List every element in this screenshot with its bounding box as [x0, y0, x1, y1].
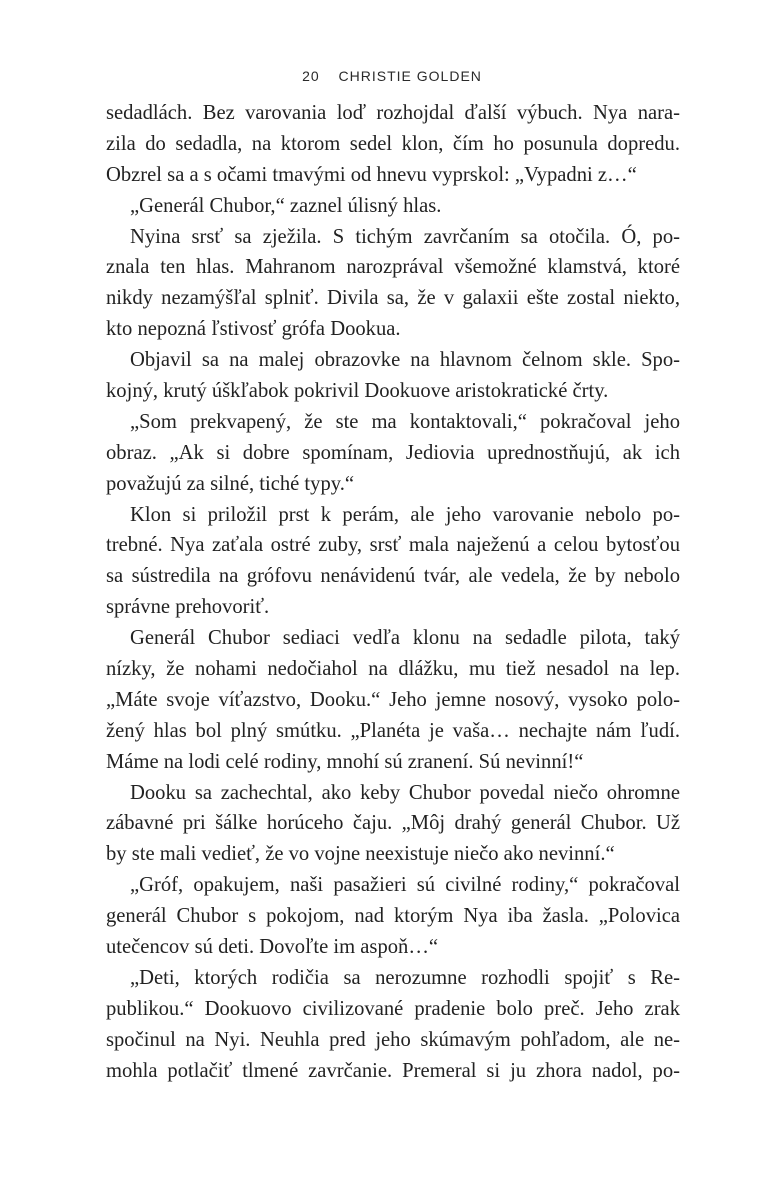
text-line: Nyina srsť sa zježila. S tichým zavrčaním sa otočila. Ó, po-	[130, 225, 680, 248]
text-line: žený hlas bol plný smútku. „Planéta je vaša… nechajte nám ľudí.	[106, 719, 680, 742]
text-line: Objavil sa na malej obrazovke na hlavnom čelnom skle. Spo-	[130, 349, 680, 372]
text-line: publikou.“ Dookuovo civilizované pradenie bolo preč. Jeho zrak	[106, 997, 680, 1020]
text-line: Klon si priložil prst k perám, ale jeho varovanie nebolo po-	[130, 503, 680, 526]
text-line: by ste mali vedieť, že vo vojne neexistuje niečo ako nevinní.“	[106, 843, 615, 866]
text-line: kto nepozná ľstivosť grófa Dookua.	[106, 318, 401, 341]
text-line: Máme na lodi celé rodiny, mnohí sú zranení. Sú nevinní!“	[106, 750, 584, 773]
text-line: mohla potlačiť tlmené zavrčanie. Premeral si ju zhora nadol, po-	[106, 1059, 680, 1082]
body-text	[106, 98, 680, 1087]
author-name: CHRISTIE GOLDEN	[338, 68, 482, 84]
text-line: kojný, krutý úškľabok pokrivil Dookuove aristokratické črty.	[106, 380, 609, 403]
text-line: obraz. „Ak si dobre spomínam, Jediovia uprednostňujú, ak ich	[106, 441, 680, 464]
text-line: Dooku sa zachechtal, ako keby Chubor povedal niečo ohromne	[130, 781, 680, 804]
text-line: nízky, že nohami nedočiahol na dlážku, mu tiež nesadol na lep.	[106, 658, 680, 681]
text-line: trebné. Nya zaťala ostré zuby, srsť mala naježenú a celou bytosťou	[106, 534, 680, 557]
page-number: 20	[302, 68, 320, 84]
text-line: Obzrel sa a s očami tmavými od hnevu vyprskol: „Vypadni z…“	[106, 163, 637, 186]
text-line: „Gróf, opakujem, naši pasažieri sú civilné rodiny,“ pokračoval	[130, 874, 680, 897]
text-line: považujú za silné, tiché typy.“	[106, 472, 354, 495]
text-line: „Deti, ktorých rodičia sa nerozumne rozhodli spojiť s Re-	[130, 966, 680, 989]
text-line: utečencov sú deti. Dovoľte im aspoň…“	[106, 936, 439, 959]
text-line: „Som prekvapený, že ste ma kontaktovali,“ pokračoval jeho	[130, 410, 680, 433]
text-line: znala ten hlas. Mahranom narozprával všemožné klamstvá, ktoré	[106, 256, 680, 279]
text-line: „Máte svoje víťazstvo, Dooku.“ Jeho jemne nosový, vysoko polo-	[106, 688, 680, 711]
text-line: generál Chubor s pokojom, nad ktorým Nya iba žasla. „Polovica	[106, 905, 680, 928]
text-line: „Generál Chubor,“ zaznel úlisný hlas.	[130, 194, 442, 217]
text-line: sedadlách. Bez varovania loď rozhojdal ďalší výbuch. Nya nara-	[106, 102, 680, 124]
running-head	[0, 68, 784, 84]
text-line: zábavné pri šálke horúceho čaju. „Môj drahý generál Chubor. Už	[106, 812, 680, 835]
text-line: Generál Chubor sediaci vedľa klonu na sedadle pilota, taký	[130, 627, 680, 650]
text-line: spočinul na Nyi. Neuhla pred jeho skúmavým pohľadom, ale ne-	[106, 1028, 680, 1051]
text-line: zila do sedadla, na ktorom sedel klon, čím ho posunula dopredu.	[106, 132, 680, 155]
text-line: správne prehovoriť.	[106, 596, 270, 619]
text-line: sa sústredila na grófovu nenávidenú tvár, ale vedela, že by nebolo	[106, 565, 680, 588]
text-line: nikdy nezamýšľal splniť. Divila sa, že v galaxii ešte zostal niekto,	[106, 287, 680, 310]
